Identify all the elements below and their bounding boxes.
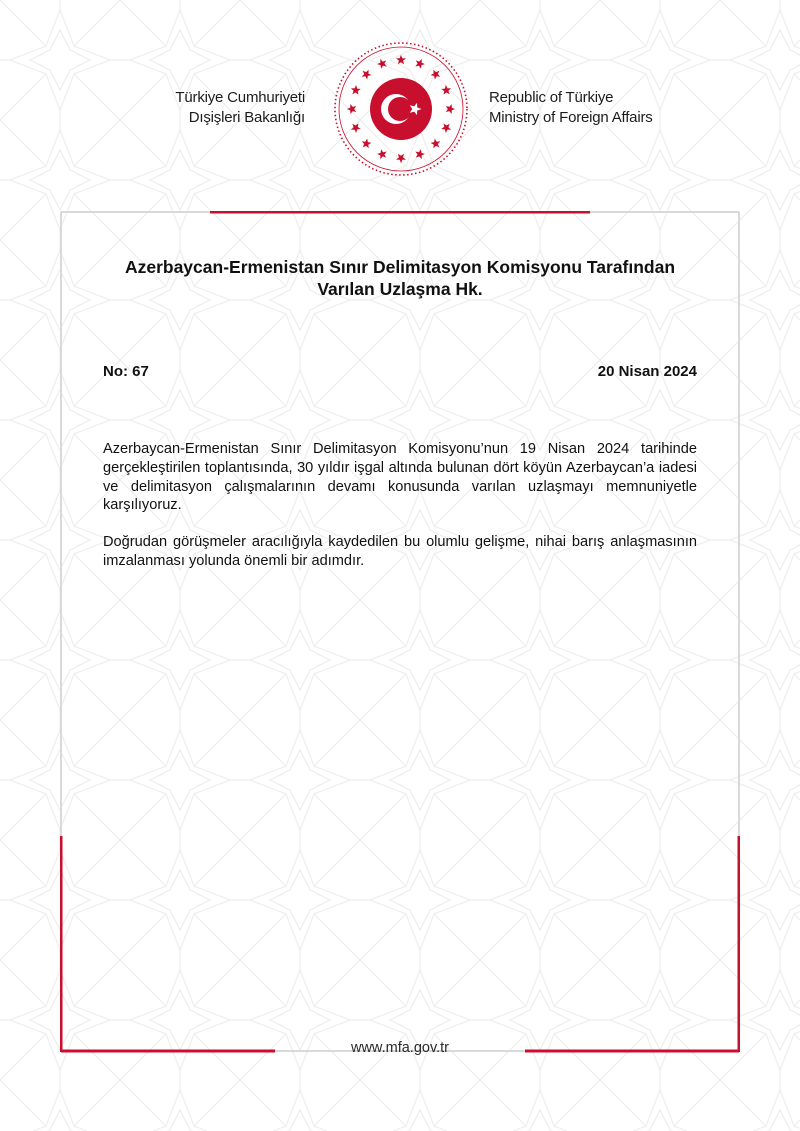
seal-star-icon <box>441 123 451 133</box>
seal-star-icon <box>351 123 361 133</box>
body-paragraph-2: Doğrudan görüşmeler aracılığıyla kaydedilen bu olumlu gelişme, nihai barış anlaşmasının imzalanması yolunda önemli bir adımdır. <box>103 534 697 569</box>
document-date: 20 Nisan 2024 <box>597 363 697 380</box>
seal-star-icon <box>415 149 425 159</box>
org-en-line2: Ministry of Foreign Affairs <box>489 109 653 126</box>
body-paragraph-1: Azerbaycan-Ermenistan Sınır Delimitasyon Komisyonu’nun 19 Nisan 2024 tarihinde gerçekleştirilen toplantısında, 30 yıldır işgal altında bulunan dört köyün Azerbaycan’a iadesi ve delimitasyon çalışmalarının devamı konusunda varılan uzlaşmayı memnuniyetle karşılıyoruz. <box>103 441 697 514</box>
footer-website-link[interactable]: www.mfa.gov.tr <box>350 1040 450 1056</box>
document-body <box>103 440 697 589</box>
seal-star-icon <box>396 55 406 64</box>
ministry-seal-icon <box>332 40 470 178</box>
seal-star-icon <box>377 149 387 159</box>
seal-star-icon <box>415 59 425 69</box>
org-tr-line2: Dışişleri Bakanlığı <box>188 109 305 126</box>
seal-star-icon <box>351 85 361 95</box>
document-title-line1: Azerbaycan-Ermenistan Sınır Delimitasyon Komisyonu Tarafından <box>124 257 676 277</box>
org-name-turkish <box>175 88 305 128</box>
seal-star-icon <box>362 139 372 149</box>
document-number: No: 67 <box>103 363 149 380</box>
document-title <box>90 256 710 300</box>
seal-star-icon <box>347 104 356 114</box>
seal-star-icon <box>377 59 387 69</box>
seal-star-icon <box>431 70 441 80</box>
seal-star-icon <box>431 139 441 149</box>
org-tr-line1: Türkiye Cumhuriyeti <box>175 89 305 106</box>
seal-star-icon <box>362 70 372 80</box>
seal-star-icon <box>446 104 455 114</box>
document-title-line2: Varılan Uzlaşma Hk. <box>317 279 483 299</box>
document-frame <box>60 211 740 1053</box>
org-en-line1: Republic of Türkiye <box>489 89 614 106</box>
seal-star-icon <box>396 154 406 163</box>
seal-star-icon <box>441 85 451 95</box>
letterhead <box>0 0 800 210</box>
org-name-english <box>489 88 653 128</box>
